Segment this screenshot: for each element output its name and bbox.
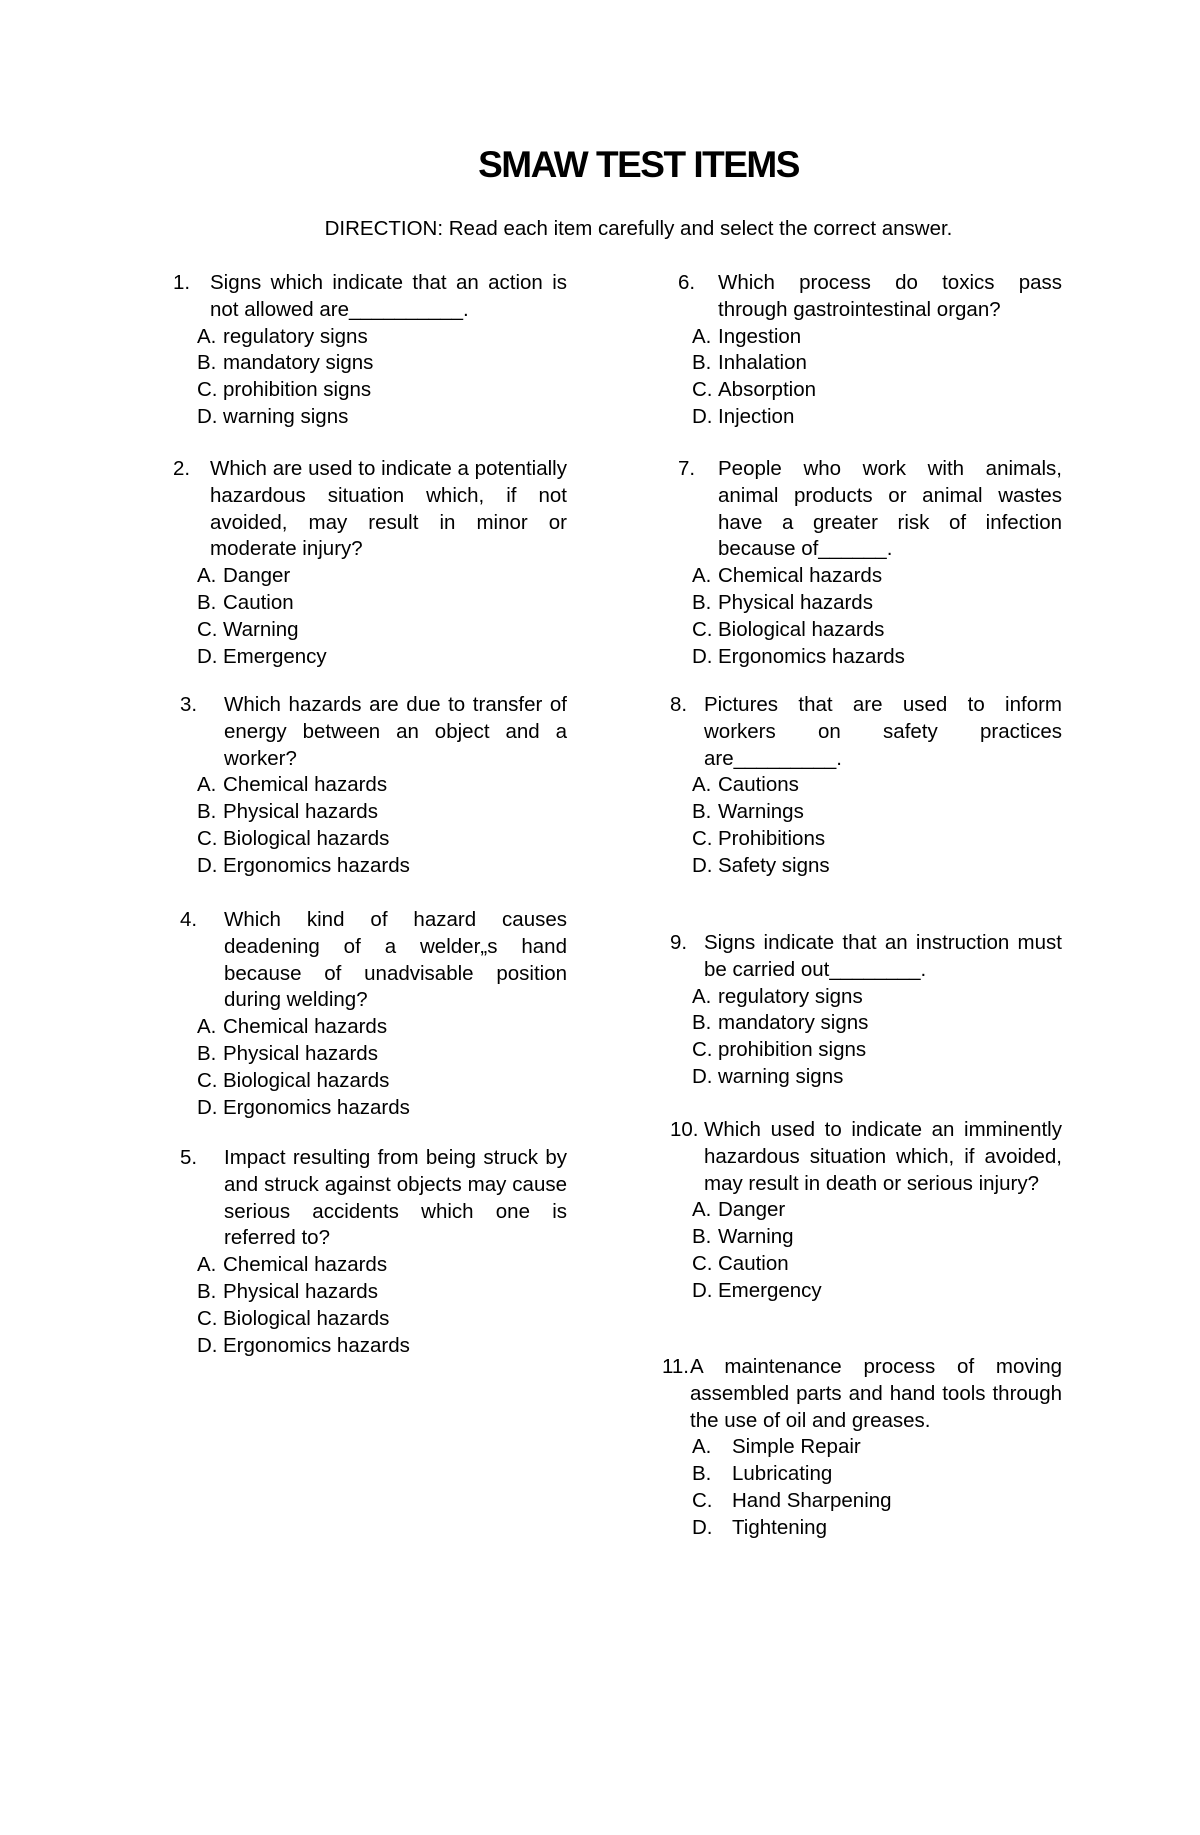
option-b[interactable]: B. mandatory signs — [197, 351, 374, 375]
option-a[interactable]: A. regulatory signs — [692, 984, 863, 1008]
option-c[interactable]: C. prohibition signs — [692, 1038, 867, 1062]
question-text: Pictures that are used to inform workers on safety practices are_________. — [704, 693, 1062, 770]
question-7 — [678, 456, 1062, 670]
question-2 — [173, 456, 567, 670]
option-a[interactable]: A. Ingestion — [692, 324, 802, 348]
question-6 — [678, 270, 1062, 431]
option-d[interactable]: D. Tightening — [692, 1515, 827, 1539]
question-text: Which process do toxics pass through gastrointestinal organ? — [718, 271, 1062, 321]
option-c[interactable]: C. Biological hazards — [197, 826, 390, 850]
option-b[interactable]: B. mandatory signs — [692, 1011, 869, 1035]
question-text: Signs indicate that an instruction must be carried out________. — [704, 931, 1062, 981]
question-number: 1. — [173, 271, 191, 294]
question-text: Signs which indicate that an action is not allowed are__________. — [210, 271, 567, 321]
question-8 — [670, 692, 1062, 880]
option-c[interactable]: C. Caution — [692, 1251, 789, 1275]
option-c[interactable]: C. Biological hazards — [197, 1068, 390, 1092]
option-a[interactable]: A. Danger — [692, 1198, 786, 1222]
option-d[interactable]: D. Safety signs — [692, 853, 830, 877]
option-d[interactable]: D. Injection — [692, 404, 795, 428]
page-title: SMAW TEST ITEMS — [478, 144, 799, 185]
option-c[interactable]: C. Hand Sharpening — [692, 1488, 892, 1512]
option-b[interactable]: B. Inhalation — [692, 351, 807, 375]
question-number: 10. — [670, 1118, 699, 1141]
option-d[interactable]: D. Ergonomics hazards — [197, 853, 410, 877]
question-number: 5. — [180, 1146, 198, 1169]
option-a[interactable]: A. Chemical hazards — [197, 773, 388, 797]
option-b[interactable]: B. Physical hazards — [197, 1279, 378, 1303]
question-number: 6. — [678, 271, 696, 294]
option-d[interactable]: D. warning signs — [197, 404, 349, 428]
option-c[interactable]: C. Biological hazards — [692, 617, 885, 641]
direction-text: DIRECTION: Read each item carefully and select the correct answer. — [324, 217, 953, 240]
option-a[interactable]: A. Chemical hazards — [197, 1015, 388, 1039]
question-11 — [662, 1354, 1062, 1542]
option-b[interactable]: B. Warnings — [692, 800, 804, 824]
option-b[interactable]: B. Physical hazards — [197, 1041, 378, 1065]
option-a[interactable]: A. Cautions — [692, 773, 799, 797]
question-number: 11. — [662, 1355, 689, 1378]
question-number: 2. — [173, 457, 191, 480]
question-text: Which kind of hazard causes deadening of a welder„s hand because of unadvisable position during welding? — [224, 908, 567, 1012]
question-text: Which used to indicate an imminently hazardous situation which, if avoided, may result in death or serious injury? — [704, 1118, 1062, 1195]
question-text: A maintenance process of moving assembled parts and hand tools through the use of oil and greases. — [690, 1355, 1062, 1432]
question-1 — [173, 270, 567, 431]
question-text: Which hazards are due to transfer of energy between an object and a worker? — [224, 693, 567, 770]
question-number: 3. — [180, 693, 198, 716]
question-4 — [180, 907, 567, 1121]
option-c[interactable]: C. Warning — [197, 617, 299, 641]
option-b[interactable]: B. Physical hazards — [692, 590, 873, 614]
question-text: People who work with animals, animal products or animal wastes have a greater risk of infection because of______. — [718, 457, 1062, 561]
option-c[interactable]: C. prohibition signs — [197, 378, 372, 402]
option-d[interactable]: D. warning signs — [692, 1064, 844, 1088]
option-b[interactable]: B. Warning — [692, 1225, 794, 1249]
option-a[interactable]: A. Simple Repair — [692, 1435, 861, 1459]
question-text: Which are used to indicate a potentially hazardous situation which, if not avoided, may result in minor or moderate injury? — [210, 457, 567, 561]
option-d[interactable]: D. Emergency — [197, 644, 327, 668]
option-b[interactable]: B. Physical hazards — [197, 800, 378, 824]
option-b[interactable]: B. Caution — [197, 590, 294, 614]
option-d[interactable]: D. Ergonomics hazards — [197, 1095, 410, 1119]
option-b[interactable]: B. Lubricating — [692, 1462, 833, 1486]
option-d[interactable]: D. Ergonomics hazards — [692, 644, 905, 668]
option-c[interactable]: C. Biological hazards — [197, 1306, 390, 1330]
question-3 — [180, 692, 567, 880]
option-a[interactable]: A. Chemical hazards — [197, 1253, 388, 1277]
option-a[interactable]: A. Chemical hazards — [692, 564, 883, 588]
question-9 — [670, 930, 1062, 1091]
question-5 — [180, 1145, 567, 1359]
question-number: 8. — [670, 693, 688, 716]
option-d[interactable]: D. Ergonomics hazards — [197, 1333, 410, 1357]
question-text: Impact resulting from being struck by and struck against objects may cause serious accidents which one is referred to? — [224, 1146, 567, 1250]
option-d[interactable]: D. Emergency — [692, 1278, 822, 1302]
question-number: 9. — [670, 931, 688, 954]
question-number: 7. — [678, 457, 696, 480]
option-c[interactable]: C. Absorption — [692, 378, 817, 402]
option-c[interactable]: C. Prohibitions — [692, 826, 826, 850]
question-10 — [670, 1117, 1062, 1305]
question-number: 4. — [180, 908, 198, 931]
option-a[interactable]: A. regulatory signs — [197, 324, 368, 348]
option-a[interactable]: A. Danger — [197, 564, 291, 588]
